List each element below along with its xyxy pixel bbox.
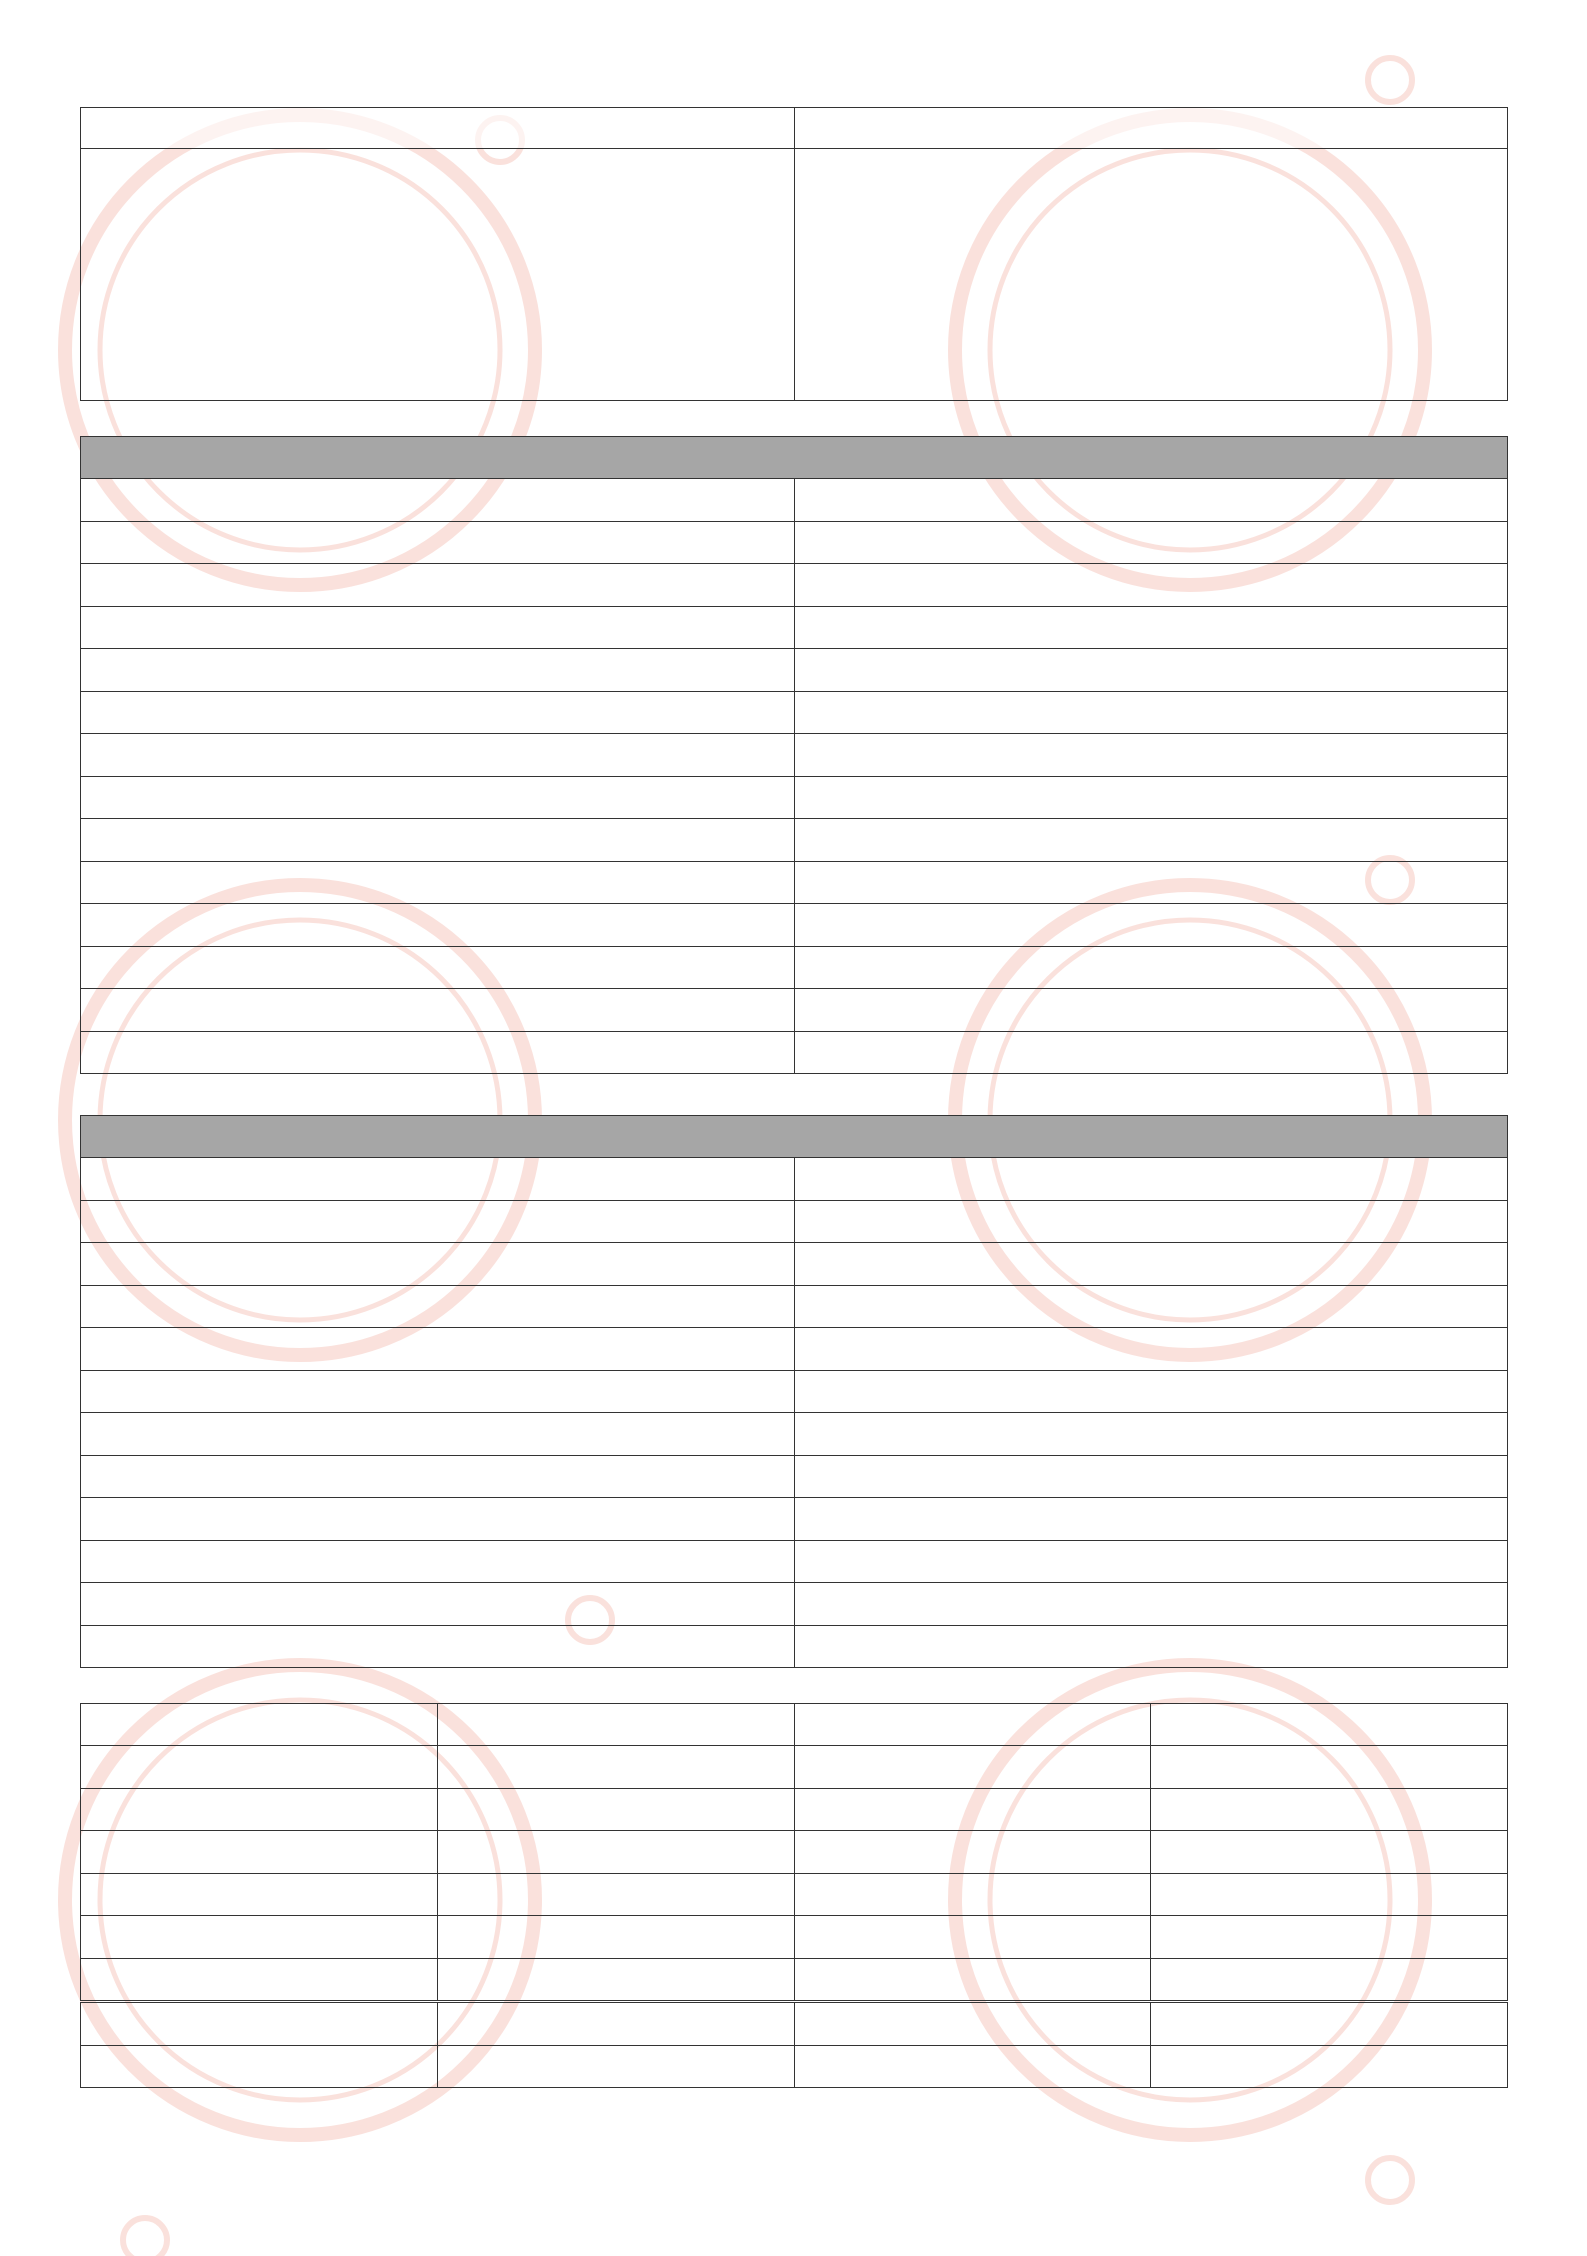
doping-cell	[794, 1788, 1151, 1831]
property-value	[794, 521, 1508, 564]
size-cell	[81, 2045, 438, 2088]
end-faces-cell	[437, 1873, 794, 1916]
size-cell	[81, 1746, 438, 1789]
features-cell	[81, 149, 795, 401]
property-label	[81, 989, 795, 1032]
table-row	[81, 1916, 1508, 1959]
doping-cell	[794, 1916, 1151, 1959]
table-row	[81, 1788, 1508, 1831]
property-value	[794, 989, 1508, 1032]
end-faces-cell	[437, 2045, 794, 2088]
table-row	[81, 1328, 1508, 1371]
property-label	[81, 776, 795, 819]
property-value	[794, 1328, 1508, 1371]
table-row	[81, 1958, 1508, 2002]
property-label	[81, 1158, 795, 1201]
section-title-ordering	[80, 1668, 1508, 1703]
column-header-size	[81, 1704, 438, 1746]
doping-cell	[794, 1958, 1151, 2002]
features-header	[81, 108, 795, 149]
property-label	[81, 521, 795, 564]
table-row	[81, 734, 1508, 777]
table-row	[81, 2045, 1508, 2088]
coatings-cell	[1151, 1746, 1508, 1789]
table-row	[81, 1243, 1508, 1286]
size-cell	[81, 1958, 438, 2002]
property-label	[81, 649, 795, 692]
crystal-specs-table	[80, 1115, 1508, 1668]
spectroscopic-properties-table	[80, 436, 1508, 1074]
spectroscopic-table-header	[81, 437, 1508, 479]
property-label	[81, 691, 795, 734]
applications-cell	[794, 149, 1508, 401]
table-row	[81, 1583, 1508, 1626]
property-value	[794, 776, 1508, 819]
property-value	[794, 1243, 1508, 1286]
table-row	[81, 1200, 1508, 1243]
column-header-doping	[794, 1704, 1151, 1746]
property-label	[81, 1498, 795, 1541]
intro-paragraph	[80, 30, 1508, 72]
table-row	[81, 1031, 1508, 1074]
table-row	[81, 1746, 1508, 1789]
column-header-coatings	[1151, 1704, 1508, 1746]
property-value	[794, 861, 1508, 904]
table-row	[81, 1498, 1508, 1541]
size-cell	[81, 1916, 438, 1959]
column-header-end-faces	[437, 1704, 794, 1746]
coatings-cell	[1151, 1873, 1508, 1916]
table-row	[81, 1831, 1508, 1874]
table-row	[81, 1370, 1508, 1413]
applications-header	[794, 108, 1508, 149]
property-value	[794, 819, 1508, 862]
ordering-examples-table	[80, 1703, 1508, 2088]
table-row	[81, 819, 1508, 862]
table-row	[81, 479, 1508, 522]
coatings-cell	[1151, 2045, 1508, 2088]
property-value	[794, 904, 1508, 947]
coatings-cell	[1151, 1831, 1508, 1874]
section-title-features	[80, 72, 1508, 107]
property-label	[81, 1583, 795, 1626]
property-label	[81, 904, 795, 947]
property-value	[794, 1625, 1508, 1668]
table-row	[81, 904, 1508, 947]
crystal-table-header	[81, 1116, 1508, 1158]
table-row	[81, 861, 1508, 904]
property-label	[81, 1413, 795, 1456]
property-label	[81, 861, 795, 904]
property-value	[794, 606, 1508, 649]
property-value	[794, 649, 1508, 692]
coatings-cell	[1151, 1916, 1508, 1959]
property-label	[81, 1285, 795, 1328]
doping-cell	[794, 1873, 1151, 1916]
property-value	[794, 1540, 1508, 1583]
property-value	[794, 1285, 1508, 1328]
table-row	[81, 649, 1508, 692]
property-label	[81, 1370, 795, 1413]
property-label	[81, 734, 795, 777]
size-cell	[81, 1873, 438, 1916]
coatings-cell	[1151, 1958, 1508, 2002]
end-faces-cell	[437, 1746, 794, 1789]
table-row	[81, 2002, 1508, 2046]
table-row	[81, 946, 1508, 989]
property-value	[794, 1031, 1508, 1074]
property-label	[81, 1328, 795, 1371]
property-label	[81, 946, 795, 989]
table-row	[81, 989, 1508, 1032]
property-label	[81, 1455, 795, 1498]
property-value	[794, 691, 1508, 734]
table-row	[81, 1540, 1508, 1583]
size-cell	[81, 2002, 438, 2046]
doping-cell	[794, 2045, 1151, 2088]
end-faces-cell	[437, 1958, 794, 2002]
property-label	[81, 606, 795, 649]
features-table	[80, 107, 1508, 401]
property-label	[81, 1031, 795, 1074]
property-value	[794, 1413, 1508, 1456]
property-value	[794, 1583, 1508, 1626]
table-row	[81, 521, 1508, 564]
property-label	[81, 564, 795, 607]
table-row	[81, 1413, 1508, 1456]
property-label	[81, 1625, 795, 1668]
coatings-cell	[1151, 1788, 1508, 1831]
table-row	[81, 1455, 1508, 1498]
table-row	[81, 1285, 1508, 1328]
table-row	[81, 1158, 1508, 1201]
property-value	[794, 946, 1508, 989]
property-label	[81, 1243, 795, 1286]
property-value	[794, 1200, 1508, 1243]
property-value	[794, 564, 1508, 607]
end-faces-cell	[437, 2002, 794, 2046]
property-label	[81, 1540, 795, 1583]
property-value	[794, 1455, 1508, 1498]
end-faces-cell	[437, 1831, 794, 1874]
property-value	[794, 1370, 1508, 1413]
size-cell	[81, 1831, 438, 1874]
document-body	[80, 30, 1508, 2088]
table-row	[81, 691, 1508, 734]
doping-cell	[794, 1831, 1151, 1874]
doping-cell	[794, 2002, 1151, 2046]
table-row	[81, 606, 1508, 649]
property-label	[81, 479, 795, 522]
coatings-cell	[1151, 2002, 1508, 2046]
table-row	[81, 1625, 1508, 1668]
property-value	[794, 1498, 1508, 1541]
end-faces-cell	[437, 1788, 794, 1831]
property-label	[81, 819, 795, 862]
property-value	[794, 479, 1508, 522]
table-row	[81, 776, 1508, 819]
size-cell	[81, 1788, 438, 1831]
property-value	[794, 734, 1508, 777]
end-faces-cell	[437, 1916, 794, 1959]
table-row	[81, 564, 1508, 607]
property-value	[794, 1158, 1508, 1201]
section-title-parameters	[80, 401, 1508, 436]
doping-cell	[794, 1746, 1151, 1789]
property-label	[81, 1200, 795, 1243]
table-row	[81, 1873, 1508, 1916]
